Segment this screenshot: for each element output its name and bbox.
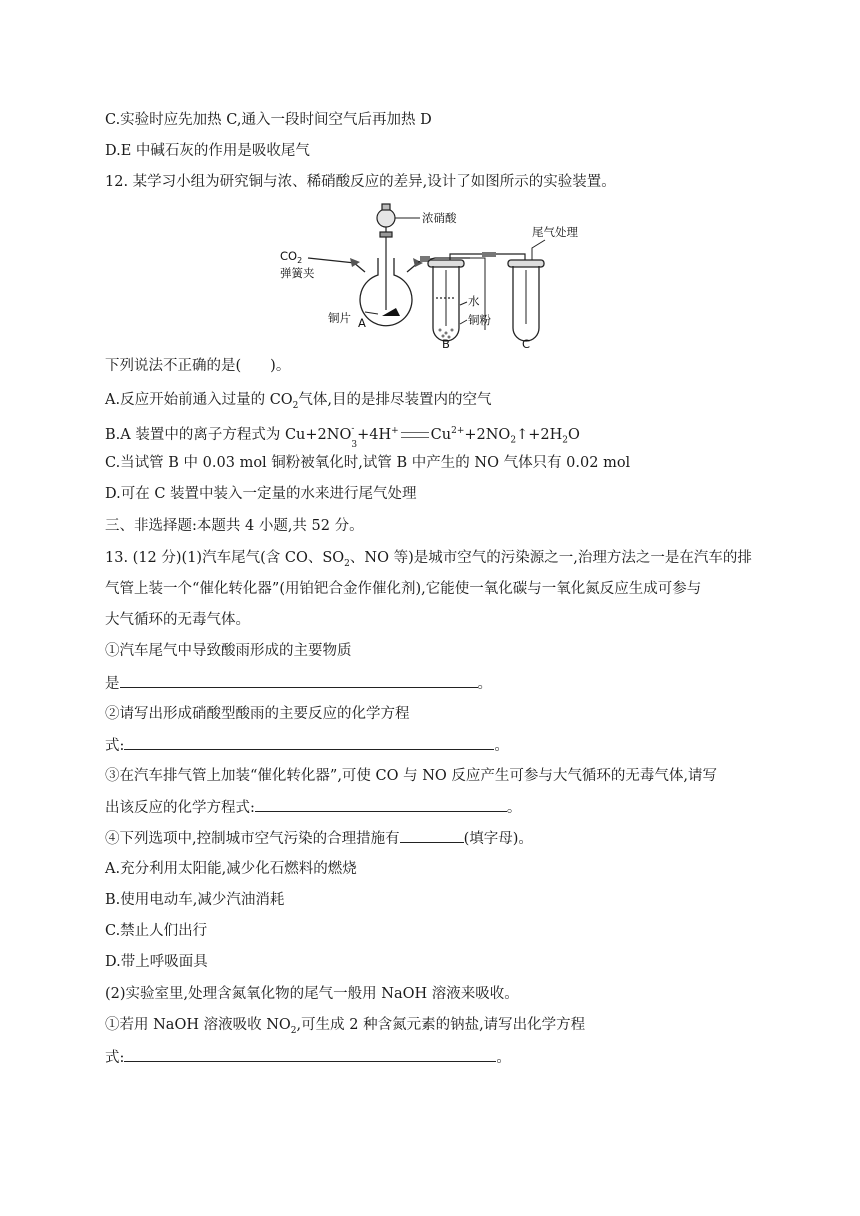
- label-water: 水: [468, 294, 480, 308]
- answer-blank-3[interactable]: [255, 797, 507, 812]
- q13-sub-4-option-b: B.使用电动车,减少汽油消耗: [105, 892, 285, 908]
- answer-blank-4[interactable]: [400, 828, 464, 843]
- label-a: A: [358, 316, 366, 330]
- q13-part-2-stem: (2)实验室里,处理含氮氧化物的尾气一般用 NaOH 溶液来吸收。: [105, 986, 519, 1002]
- q12-option-a: A.反应开始前通入过量的 $CO_2$气体,目的是排尽装置内的空气: [105, 392, 492, 411]
- q13-stem-line-2: 气管上装一个“催化转化器”(用铂钯合金作催化剂),它能使一氧化碳与一氧化氮反应生成可参与: [105, 581, 702, 597]
- q13-sub-3: ③在汽车排气管上加装“催化转化器”,可使 CO 与 NO 反应产生可参与大气循环的无毒气体,请写: [105, 768, 718, 784]
- q12-option-c: C.当试管 B 中 0.03 mol 铜粉被氧化时,试管 B 中产生的 NO 气体只有 0.02 mol: [105, 455, 631, 471]
- q13-sub-1-answer-line: 是 。: [105, 673, 492, 694]
- label-c: C: [522, 337, 531, 348]
- spring-clip: [350, 258, 360, 267]
- label-spring-clip: 弹簧夹: [280, 266, 315, 280]
- q12-stem: 12. 某学习小组为研究铜与浓、稀硝酸反应的差异,设计了如图所示的实验装置。: [105, 174, 616, 190]
- separatory-funnel: [377, 204, 395, 310]
- q13-stem-line-3: 大气循环的无毒气体。: [105, 612, 250, 628]
- q13-sub-4: ④下列选项中,控制城市空气污染的合理措施有 (填字母)。: [105, 828, 533, 849]
- q13-sub-4-option-a: A.充分利用太阳能,减少化石燃料的燃烧: [105, 861, 357, 877]
- q13-sub-1: ①汽车尾气中导致酸雨形成的主要物质: [105, 643, 352, 659]
- q13-sub-3-answer-line: 出该反应的化学方程式: 。: [105, 797, 521, 818]
- answer-blank-1[interactable]: [120, 673, 478, 688]
- copper-sheet: [382, 308, 400, 316]
- q12-question: 下列说法不正确的是( )。: [105, 358, 291, 374]
- label-copper-powder: 铜粉: [468, 313, 491, 327]
- q13-sub-4-option-d: D.带上呼吸面具: [105, 954, 208, 970]
- label-copper-sheet: 铜片: [328, 311, 351, 325]
- equals-sign: [401, 432, 429, 438]
- section-3-heading: 三、非选择题:本题共 4 小题,共 52 分。: [105, 518, 364, 534]
- label-b: B: [442, 337, 450, 348]
- q13-stem-line-1: 13. (12 分)(1)汽车尾气(含 CO、$SO_2$、NO 等)是城市空气的污染源之一,治理方法之一是在汽车的排: [105, 550, 752, 569]
- q11-option-c: C.实验时应先加热 C,通入一段时间空气后再加热 D: [105, 112, 432, 128]
- q13-sub-4-option-c: C.禁止人们出行: [105, 923, 208, 939]
- answer-blank-2[interactable]: [124, 735, 494, 750]
- q12-option-b: B.A 装置中的离子方程式为 Cu+2NO - $_3$+4H+ $Cu^{2+}+2NO_2↑+2H_2O$: [105, 423, 580, 450]
- label-conc-nitric-acid: 浓硝酸: [422, 211, 457, 225]
- q13-part-2-sub-1-answer-line: 式: 。: [105, 1047, 511, 1068]
- q11-option-d: D.E 中碱石灰的作用是吸收尾气: [105, 143, 310, 159]
- label-exhaust-treatment: 尾气处理: [532, 225, 578, 239]
- apparatus-figure: [270, 200, 610, 348]
- q13-sub-2: ②请写出形成硝酸型酸雨的主要反应的化学方程: [105, 706, 410, 722]
- q13-part-2-sub-1: ①若用 NaOH 溶液吸收 $NO_2$,可生成 2 种含氮元素的钠盐,请写出化学方程: [105, 1017, 586, 1036]
- q13-sub-2-answer-line: 式: 。: [105, 735, 509, 756]
- q12-option-d: D.可在 C 装置中装入一定量的水来进行尾气处理: [105, 486, 417, 502]
- answer-blank-5[interactable]: [124, 1047, 496, 1062]
- label-co2: $CO_2$: [280, 249, 303, 265]
